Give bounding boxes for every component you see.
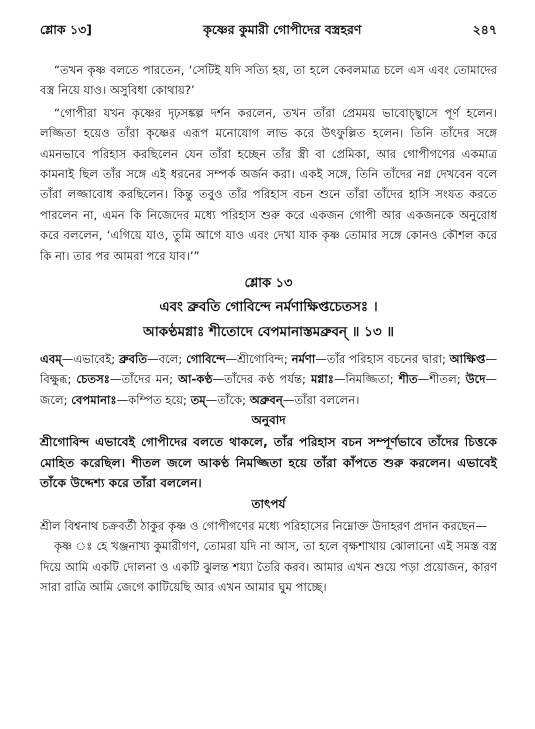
purport-dialogue <box>40 536 497 597</box>
paragraph: “তখন কৃষ্ণ বলতে পারতেন, ‘সেটিই যদি সত্যি হয়, তা হলে কেবলমাত্র চলে এস এবং তোমাদের বস্ত্র নিয়ে যাও। অসুবিধা কোথায়?’ <box>40 63 497 98</box>
sanskrit-word: নর্মণা <box>291 352 316 367</box>
word-meaning: শ্রীগোবিন্দ; <box>237 352 288 367</box>
word-meaning: তাঁদের কণ্ঠ পর্যন্ত; <box>224 372 306 387</box>
word-meaning: তাঁর পরিহাস বচনের দ্বারা; <box>326 352 446 367</box>
purport-intro: শ্রীল বিশ্বনাথ চক্রবর্তী ঠাকুর কৃষ্ণ ও গোপীগণের মধ্যে পরিহাসের নিম্নোক্ত উদাহরণ প্রদান করছেন— <box>40 519 488 534</box>
word-meaning: তাঁদের মন; <box>121 372 173 387</box>
paragraph: “গোপীরা যখন কৃষ্ণের দৃঢ়সঙ্কল্প দর্শন করলেন, তখন তাঁরা প্রেমময় ভাবোচ্ছ্বাসে পূর্ণ হলেন। লজ্জিতা হয়েও তাঁরা কৃষ্ণের এরূপ মনোযোগ লাভ করে উৎফুল্লিত হলেন। তিনি তাঁদের সঙ্গে এমনভাবে পরিহাস করছিলেন যেন তাঁরা হচ্ছেন তাঁর স্ত্রী বা প্রেমিকা, আর গোপীগণের একমাত্র কামনাই ছিল তাঁর সঙ্গে এই ধরনের সম্পর্ক অর্জন করা। একই সঙ্গে, তিনি তাঁদের নগ্ন দেখবেন বলে তাঁরা লজ্জাবোধ করছিলেন। কিন্তু তবুও তাঁর পরিহাস বচন শুনে তাঁরা তাঁদের হাসি সংযত করতে পারলেন না, এমন কি নিজেদের মধ্যে পরিহাস শুরু করে একজন গোপী আর একজনকে অনুরোধ করে বললেন, ‘এগিয়ে যাও, তুমি আগে যাও এবং দেখা যাক কৃষ্ণ তোমার সঙ্গে কোনও কৌশল করে কি না। তার পর আমরা পরে যাব।’” <box>40 105 497 263</box>
sanskrit-word: চেতসঃ <box>76 372 110 387</box>
word-meaning: বলে; <box>158 352 183 367</box>
sanskrit-word: শীত <box>398 372 418 387</box>
header-verse-ref: শ্লোক ১৩] <box>40 22 92 37</box>
sanskrit-word: এবম্ <box>40 352 62 367</box>
word-meaning: তাঁরা বললেন। <box>294 392 360 407</box>
sanskrit-word: আক্ষিপ্ত <box>449 352 486 367</box>
word-meaning: বিক্ষুব্ধ; <box>40 372 72 387</box>
word-meaning: শীতল; <box>429 372 461 387</box>
verse-line: এবং ব্রুবতি গোবিন্দে নর্মণাক্ষিপ্তচেতসঃ । <box>159 299 378 316</box>
verse-label: শ্লোক ১৩ <box>244 276 293 292</box>
sanskrit-word: বেপমানাঃ <box>71 392 117 407</box>
word-meaning: নিমজ্জিতা; <box>345 372 394 387</box>
sanskrit-word: উদে <box>465 372 486 387</box>
sanskrit-word: তম্ <box>190 392 206 407</box>
page-number: ২৪৭ <box>472 22 497 37</box>
sanskrit-word: মগ্নাঃ <box>310 372 334 387</box>
word-meaning: কম্পিত হয়ে; <box>128 392 187 407</box>
translation-text: শ্রীগোবিন্দ এভাবেই গোপীদের বলতে থাকলে, তাঁর পরিহাস বচন সম্পূর্ণভাবে তাঁদের চিত্তকে মোহিত করেছিল। শীতল জলে আকণ্ঠ নিমজ্জিতা হয়ে তাঁরা কাঁপতে শুরু করলেন। এভাবেই তাঁকে উদ্দেশ্য করে তাঁরা বললেন। <box>40 435 497 491</box>
sanskrit-word: গোবিন্দে <box>186 352 226 367</box>
sanskrit-word: আ-কণ্ঠ <box>178 372 213 387</box>
word-meaning: এভাবেই; <box>73 352 116 367</box>
word-meaning: তাঁকে; <box>217 392 247 407</box>
purport-label: তাৎপর্য <box>251 497 286 512</box>
speaker-label: কৃষ্ণ ঃ <box>54 539 93 554</box>
chapter-title: কৃষ্ণের কুমারী গোপীদের বস্ত্রহরণ <box>203 22 362 37</box>
word-meaning: জলে; <box>40 392 68 407</box>
sanskrit-word: অব্রুবন্ <box>249 392 283 407</box>
translation-label: অনুবাদ <box>251 413 286 428</box>
page-header <box>40 22 497 42</box>
sanskrit-word: ব্রুবতি <box>118 352 148 367</box>
verse-line: আকণ্ঠমগ্নাঃ শীতোদে বেপমানাস্তমব্রুবন্ ॥ ১৩ ॥ <box>143 324 394 341</box>
dialogue-text: হে খঞ্জনাখ্য কুমারীগণ, তোমরা যদি না আস, তা হলে বৃক্ষশাখায় ঝোলানো এই সমস্ত বস্ত্র দিয়ে আমি একটি দোলনা ও একটি ঝুলন্ত শয্যা তৈরি করব। আমার এখন শুয়ে পড়া প্রয়োজন, কারণ সারা রাত্রি আমি জেগে কাটিয়েছি আর এখন আমার ঘুম পাচ্ছে। <box>40 539 498 595</box>
word-meanings: এবম্—এভাবেই; ব্রুবতি—বলে; গোবিন্দে—শ্রীগোবিন্দ; নর্মণা—তাঁর পরিহাস বচনের দ্বারা; আক্ষিপ্ত—বিক্ষুব্ধ; চেতসঃ—তাঁদের মন; আ-কণ্ঠ—তাঁদের কণ্ঠ পর্যন্ত; মগ্নাঃ—নিমজ্জিতা; শীত—শীতল; উদে—জলে; বেপমানাঃ—কম্পিত হয়ে; তম্—তাঁকে; অব্রুবন্—তাঁরা বললেন। <box>40 352 498 407</box>
